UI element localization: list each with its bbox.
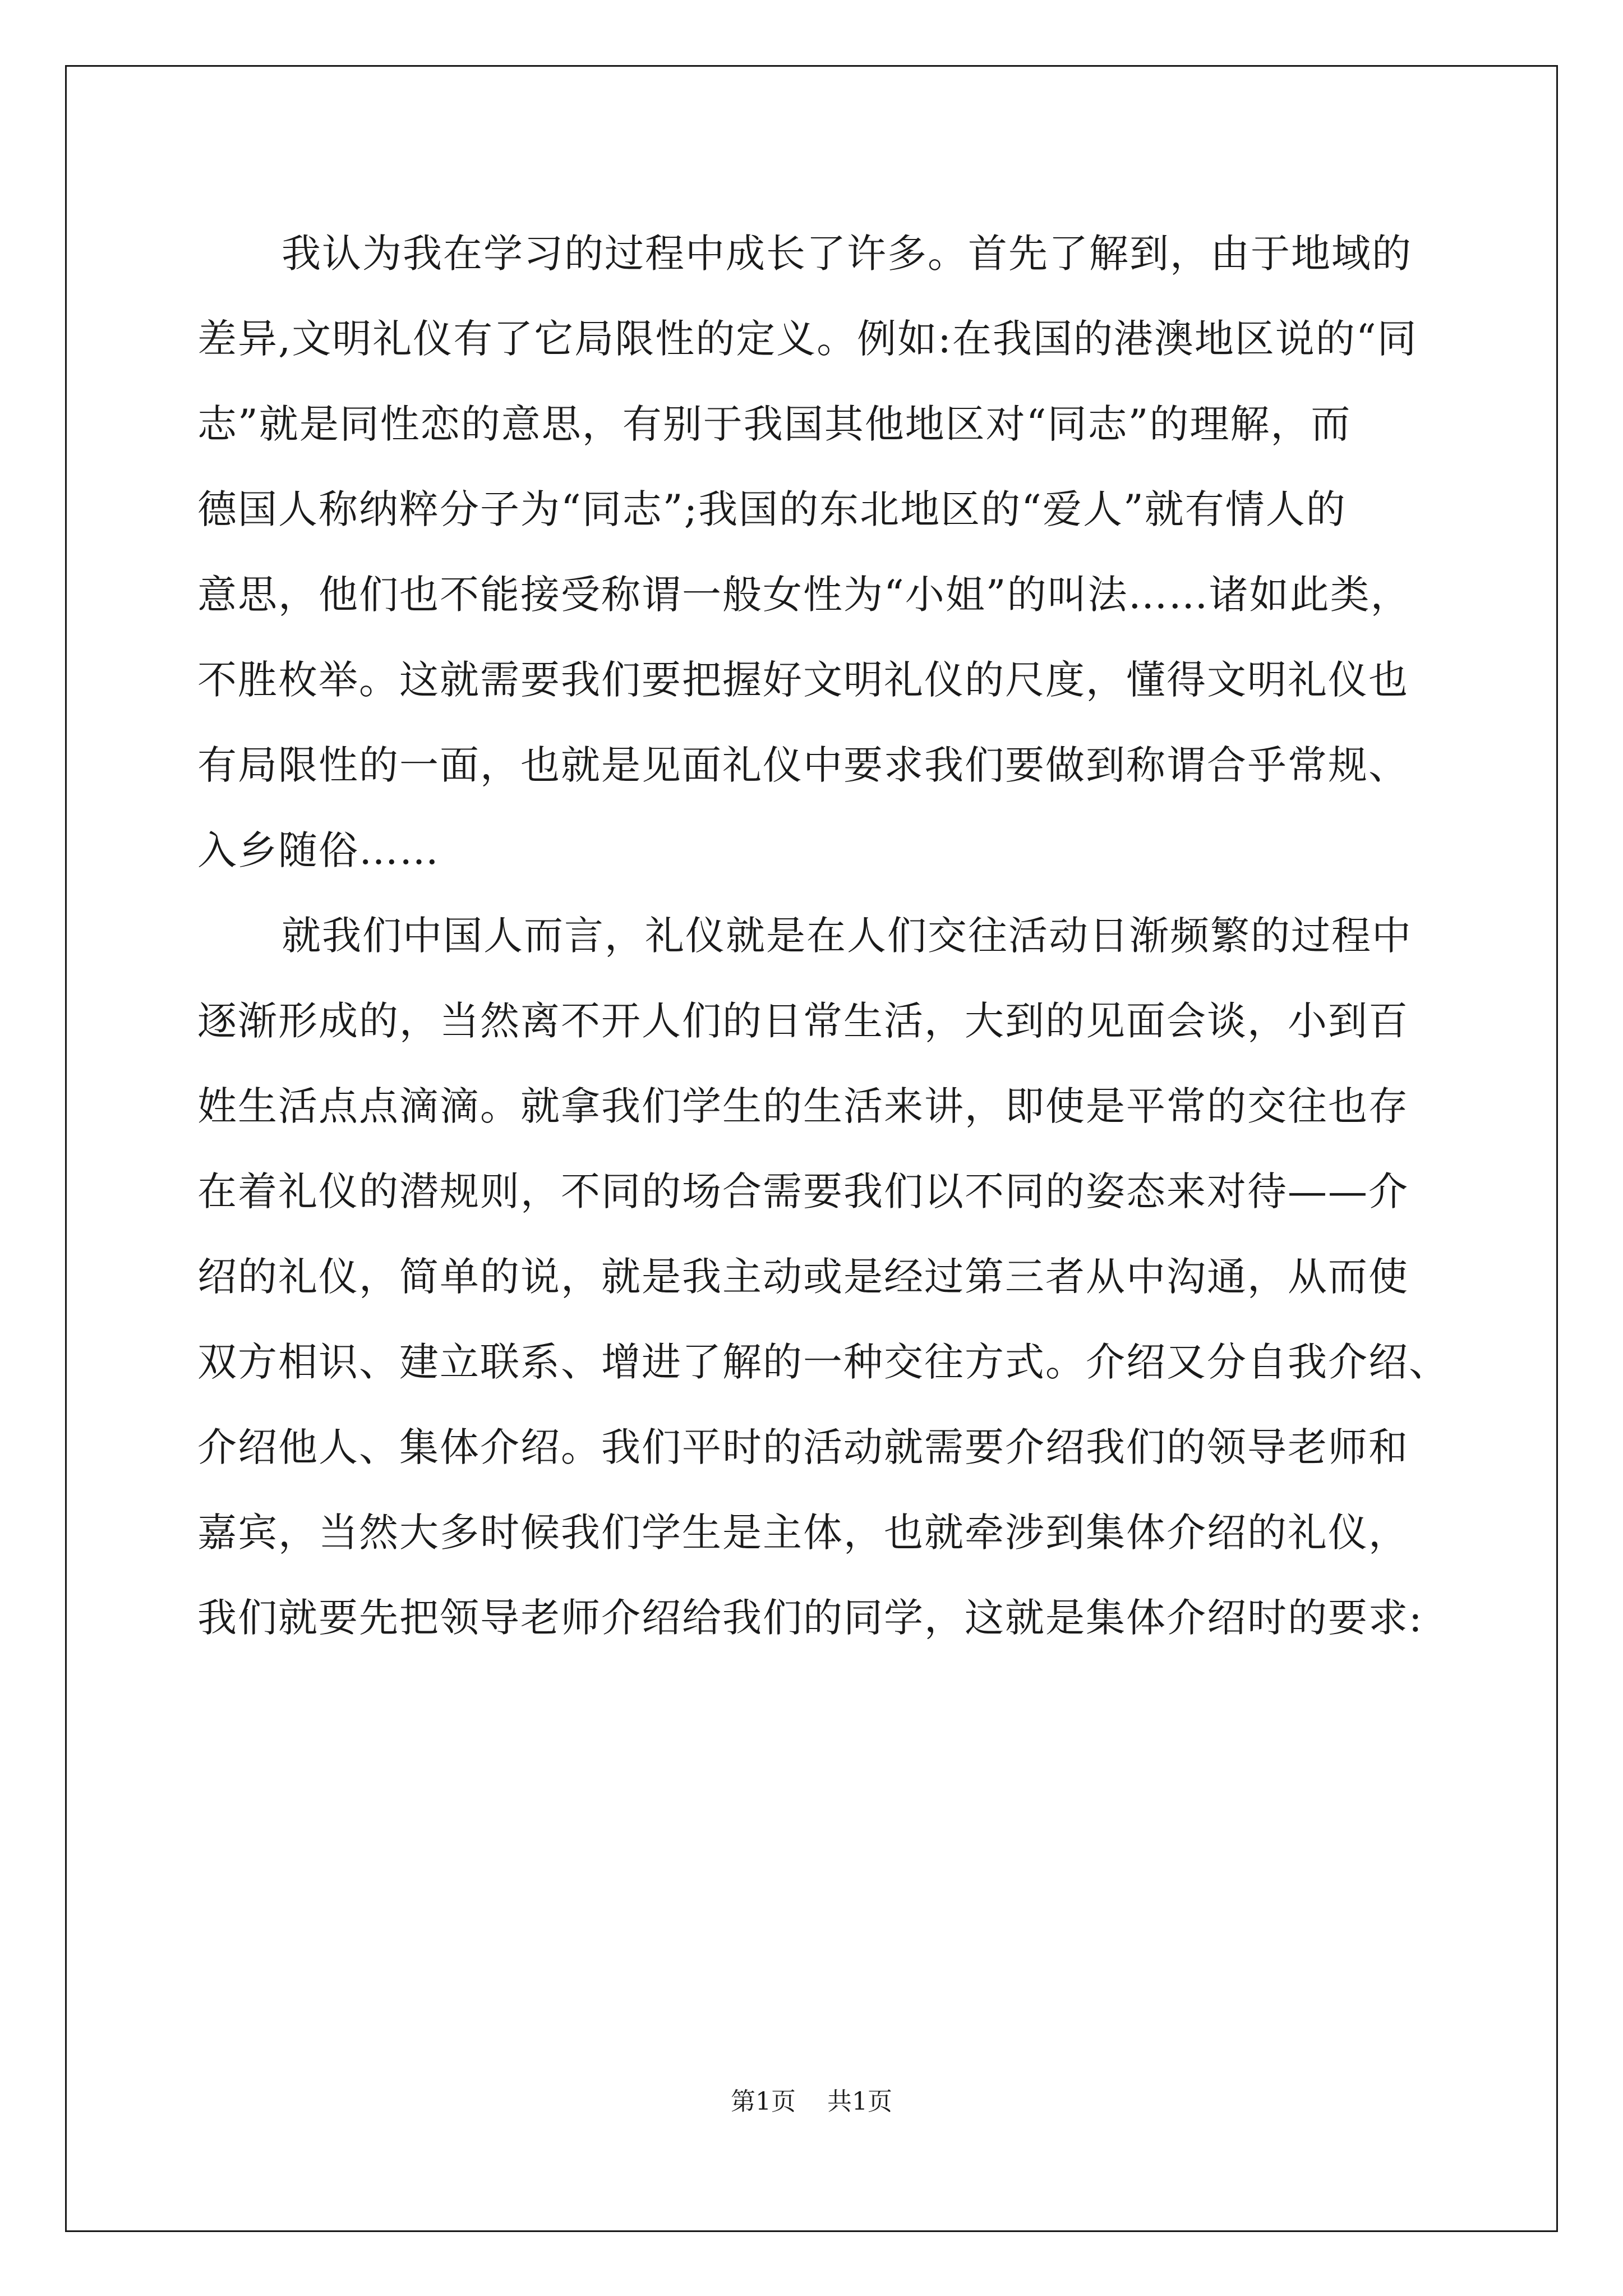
page-footer xyxy=(0,2081,1623,2117)
paragraph-2-line-1: 就我们中国人而言，礼仪就是在人们交往活动日渐频繁的过程中 xyxy=(282,913,1412,959)
paragraph-1-line-1: 我认为我在学习的过程中成长了许多。首先了解到，由于地域的 xyxy=(282,231,1412,277)
paragraph-1-line-3: 志”就是同性恋的意思，有别于我国其他地区对“同志”的理解，而 xyxy=(197,401,1352,447)
paragraph-2-line-4: 在着礼仪的潜规则，不同的场合需要我们以不同的姿态来对待——介 xyxy=(197,1168,1409,1214)
paragraph-1-line-2: 差异,文明礼仪有了它局限性的定义。例如:在我国的港澳地区说的“同 xyxy=(197,316,1418,362)
paragraph-2-line-5: 绍的礼仪，简单的说，就是我主动或是经过第三者从中沟通，从而使 xyxy=(197,1254,1409,1300)
page-number-total: 共1页 xyxy=(827,2087,892,2116)
paragraph-2-line-7: 介绍他人、集体介绍。我们平时的活动就需要介绍我们的领导老师和 xyxy=(197,1424,1409,1470)
paragraph-2-line-2: 逐渐形成的，当然离不开人们的日常生活，大到的见面会谈，小到百 xyxy=(197,998,1409,1044)
paragraph-2-line-3: 姓生活点点滴滴。就拿我们学生的生活来讲，即使是平常的交往也存 xyxy=(197,1083,1409,1129)
paragraph-2-line-6: 双方相识、建立联系、增进了解的一种交往方式。介绍又分自我介绍、 xyxy=(197,1339,1449,1385)
paragraph-2-line-9: 我们就要先把领导老师介绍给我们的同学，这就是集体介绍时的要求: xyxy=(197,1595,1423,1641)
paragraph-1-line-4: 德国人称纳粹分子为“同志”;我国的东北地区的“爱人”就有情人的 xyxy=(197,486,1347,532)
paragraph-1-line-5: 意思，他们也不能接受称谓一般女性为“小姐”的叫法……诸如此类， xyxy=(197,572,1411,618)
paragraph-1-line-6: 不胜枚举。这就需要我们要把握好文明礼仪的尺度，懂得文明礼仪也 xyxy=(197,657,1409,703)
paragraph-2-line-8: 嘉宾，当然大多时候我们学生是主体，也就牵涉到集体介绍的礼仪， xyxy=(197,1510,1409,1556)
paragraph-1-line-7: 有局限性的一面，也就是见面礼仪中要求我们要做到称谓合乎常规、 xyxy=(197,742,1409,788)
document-body xyxy=(197,211,1449,1660)
paragraph-1-line-8: 入乡随俗…… xyxy=(197,827,440,873)
page-number-current: 第1页 xyxy=(731,2087,796,2116)
